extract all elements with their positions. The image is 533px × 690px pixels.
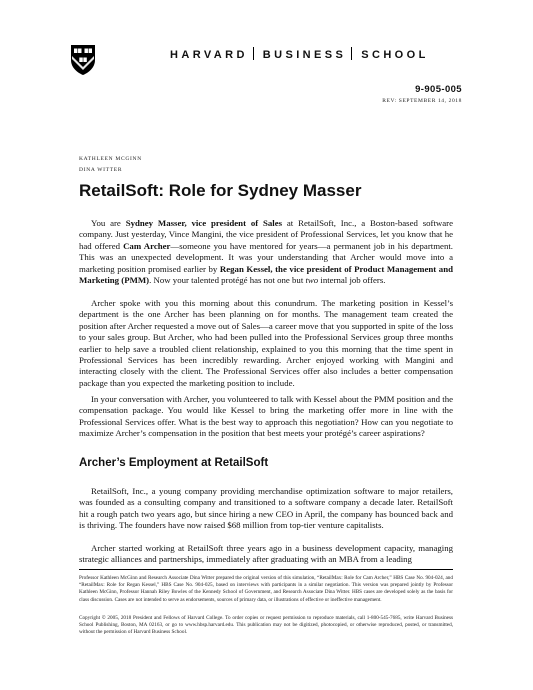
- school-wordmark: [170, 47, 429, 61]
- emphasis-text: Regan Kessel, the vice president of Product Management and Marketing (PMM): [79, 263, 453, 286]
- body-paragraph: Archer started working at RetailSoft three years ago in a business development capacity, managing strategic alliances and partnerships, immediately after graduating with an MBA from a leading: [79, 543, 453, 565]
- emphasis-text: Sydney Masser, vice president of Sales: [125, 218, 283, 228]
- section-heading: Archer’s Employment at RetailSoft: [79, 457, 269, 469]
- school-word-harvard: HARVARD: [170, 49, 248, 61]
- author-name: DINA WITTER: [79, 167, 123, 173]
- emphasis-text: two: [305, 275, 319, 286]
- copyright-footnote: Copyright © 2005, 2018 President and Fellows of Harvard College. To order copies or request permission to reproduce materials, call 1-800-545-7685, write Harvard Business School Publishing, Boston, MA 02163, or go to www.hbsp.harvard.edu. This publication may not be digitized, photocopied, or otherwise reproduced, posted, or transmitted, without the permission of Harvard Business School.: [79, 615, 453, 636]
- authorship-footnote: Professor Kathleen McGinn and Research Associate Dina Witter prepared the original version of this simulation, “RetailMax: Role for Cam Archer,” HBS Case No. 904-024, and “RetailMax: Role for Regan Kessel,” HBS Case No. 904-025, based on interviews with participants in a similar negotiation. This version was prepared jointly by Professor Kathleen McGinn, Professor Hannah Riley Bowles of the Kennedy School of Government, and Research Associate Dina Witter. HBS cases are developed solely as the basis for class discussion. Cases are not intended to serve as endorsements, sources of primary data, or illustrations of effective or ineffective management.: [79, 575, 453, 603]
- body-paragraph: Archer spoke with you this morning about this conundrum. The marketing position in Kessel’s department is the one Archer has been planning on for months. The management team created the position after Archer requested a move out of Sales—a career move that you supported in spite of the loss to your sales group. But Archer, who had been pulled into the Professional Services group three months earlier to help save a troubled client relationship, explained to you this morning that the time spent in Professional Services has been incredibly rewarding. Archer enjoyed working with Mangini and interacting closely with the client. The Professional Services offer also includes a better compensation package than you expected the marketing position to include.: [79, 298, 453, 388]
- wordmark-divider: [253, 47, 254, 60]
- author-name: KATHLEEN MCGINN: [79, 156, 142, 162]
- school-word-business: BUSINESS: [262, 49, 347, 61]
- body-paragraph: RetailSoft, Inc., a young company providing merchandise optimization software to major retailers, was founded as a consulting company and transitioned to a software company a decade later. RetailSoft hit a rough patch two years ago, but since hiring a new CEO in April, the company has bounced back and is thriving. The founders have now raised $68 million from top-tier venture capitalists.: [79, 486, 453, 531]
- case-number: 9-905-005: [415, 84, 462, 95]
- page-title: RetailSoft: Role for Sydney Masser: [79, 181, 362, 200]
- wordmark-divider: [351, 47, 352, 60]
- body-paragraph: You are Sydney Masser, vice president of Sales at RetailSoft, Inc., a Boston-based software company. Just yesterday, Vince Mangini, the vice president of Professional Services, let you know that he had offered Cam Archer—someone you have mentored for years—a permanent job in his department. This was an unexpected development. It was your understanding that Archer would move into a marketing position promised earlier by Regan Kessel, the vice president of Product Management and Marketing (PMM). Now your talented protégé has not one but two internal job offers.: [79, 218, 453, 286]
- school-word-school: SCHOOL: [361, 49, 429, 61]
- emphasis-text: Cam Archer: [123, 240, 171, 251]
- harvard-shield-icon: [70, 44, 96, 76]
- footnote-divider: [79, 569, 453, 570]
- revision-date: REV: SEPTEMBER 14, 2018: [382, 98, 462, 104]
- body-paragraph: In your conversation with Archer, you volunteered to talk with Kessel about the PMM position and the compensation package. You would like Kessel to bring the marketing offer more in line with the Professional Services offer. What is the best way to approach this negotiation? How can you negotiate to maximize Archer’s compensation in the position that best meets your protégé’s career aspirations?: [79, 394, 453, 439]
